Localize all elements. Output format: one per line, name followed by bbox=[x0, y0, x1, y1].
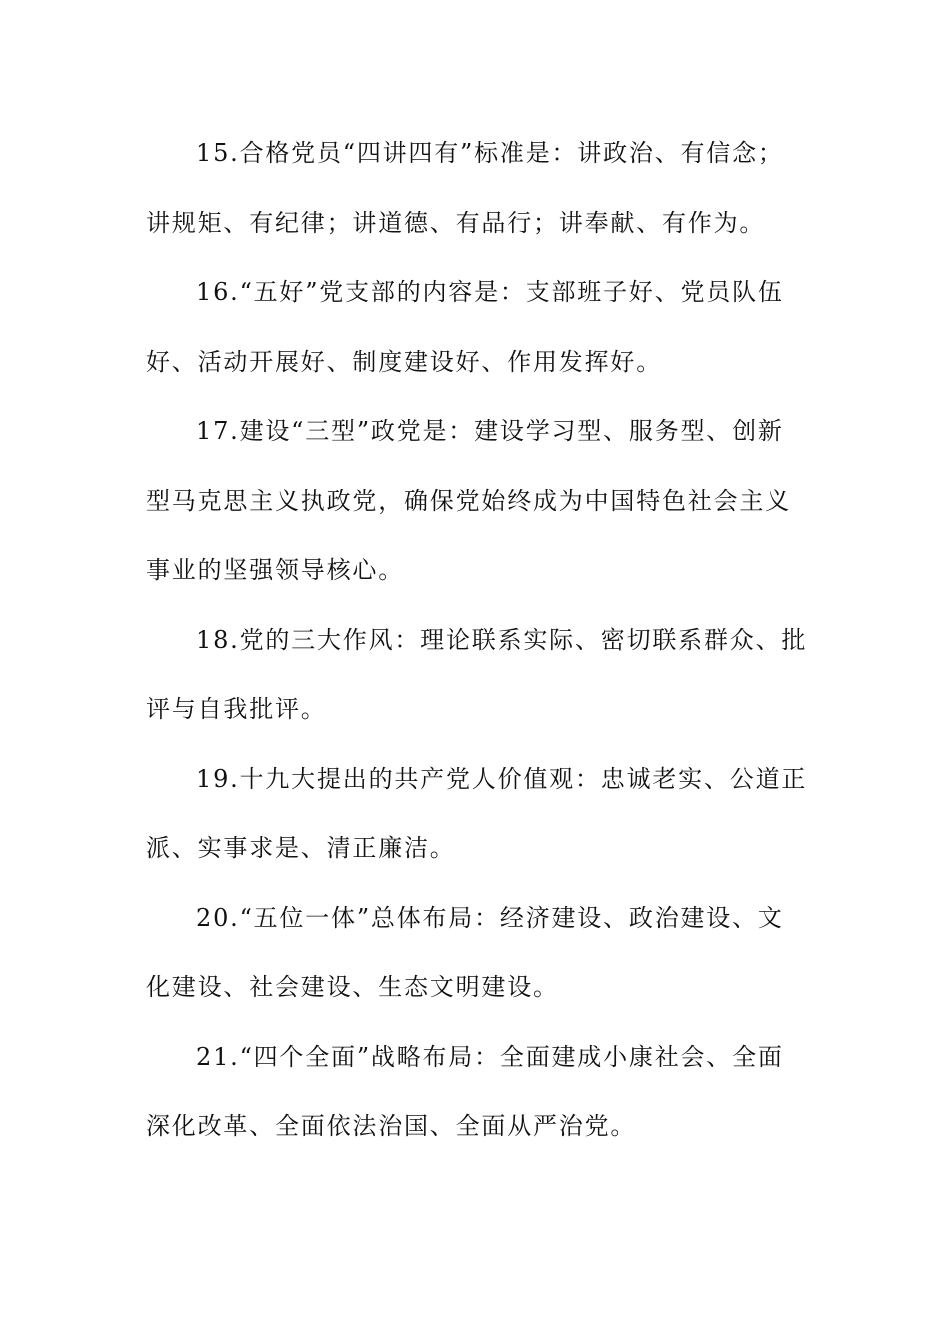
document-body bbox=[146, 127, 808, 1170]
list-item-18 bbox=[146, 614, 808, 753]
list-item-19 bbox=[146, 753, 808, 892]
text-line: 18.党的三大作风：理论联系实际、密切联系群众、批 bbox=[196, 625, 808, 654]
text-line: 15.合格党员“四讲四有”标准是：讲政治、有信念； bbox=[196, 139, 784, 167]
text-line: 讲规矩、有纪律；讲道德、有品行；讲奉献、有作为。 bbox=[146, 208, 766, 237]
text-line: 21.“四个全面”战略布局：全面建成小康社会、全面 bbox=[196, 1042, 784, 1071]
text-line: 20.“五位一体”总体布局：经济建设、政治建设、文 bbox=[196, 903, 784, 932]
text-line: 型马克思主义执政党，确保党始终成为中国特色社会主义 bbox=[146, 486, 791, 515]
text-line: 19.十九大提出的共产党人价值观：忠诚老实、公道正 bbox=[196, 764, 808, 793]
text-line: 好、活动开展好、制度建设好、作用发挥好。 bbox=[146, 347, 662, 376]
text-line: 化建设、社会建设、生态文明建设。 bbox=[146, 973, 559, 1001]
list-item-15 bbox=[146, 127, 796, 266]
text-line: 17.建设“三型”政党是：建设学习型、服务型、创新 bbox=[196, 417, 784, 445]
text-line: 评与自我批评。 bbox=[146, 695, 327, 723]
text-line: 派、实事求是、清正廉洁。 bbox=[146, 834, 456, 862]
list-item-16 bbox=[146, 266, 796, 405]
text-line: 深化改革、全面依法治国、全面从严治党。 bbox=[146, 1112, 637, 1140]
text-line: 事业的坚强领导核心。 bbox=[146, 556, 404, 584]
list-item-21 bbox=[146, 1031, 796, 1170]
list-item-17 bbox=[146, 405, 796, 614]
text-line: 16.“五好”党支部的内容是：支部班子好、党员队伍 bbox=[196, 278, 784, 306]
list-item-20 bbox=[146, 892, 796, 1031]
